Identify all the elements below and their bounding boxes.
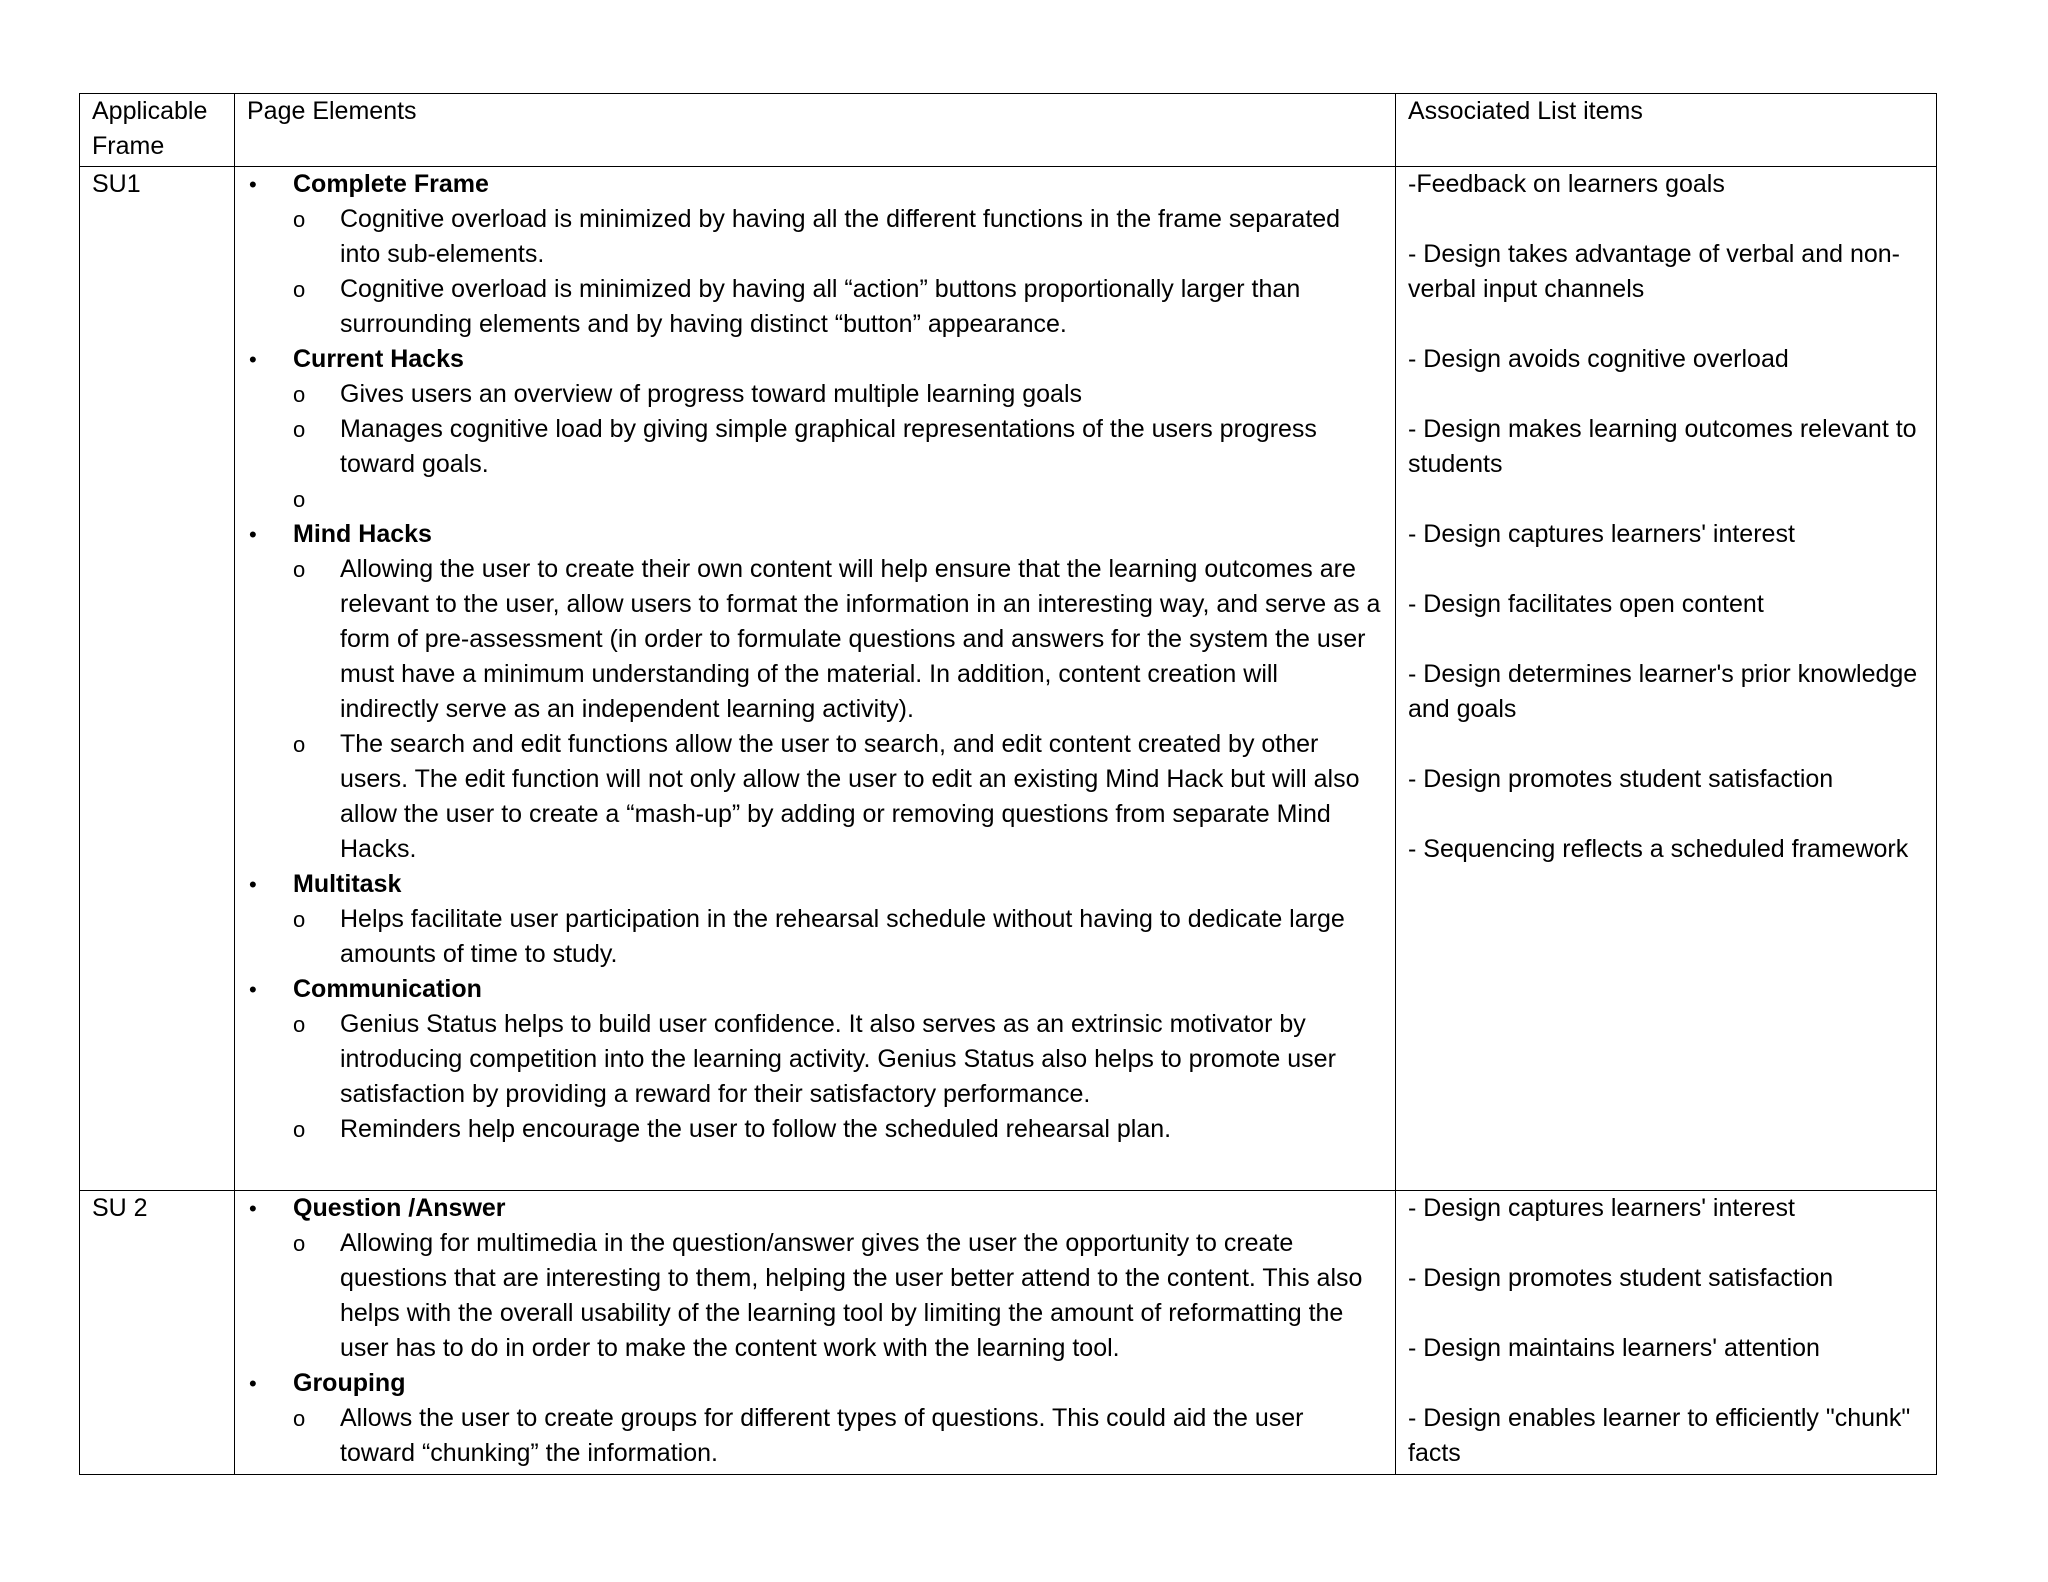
sub-item-text: Helps facilitate user participation in the rehearsal schedule without having to dedicate large amounts of time to study. — [340, 905, 1345, 968]
element-item — [247, 342, 1383, 517]
header-associated-list-items: Associated List items — [1396, 94, 1937, 167]
sub-item-text: The search and edit functions allow the user to search, and edit content created by other users. The edit function will not only allow the user to edit an existing Mind Hack but will also allow the user to create a “mash-up” by adding or removing questions from separate Mind Hacks. — [340, 730, 1360, 863]
sub-item — [293, 727, 1383, 867]
element-title: Grouping — [293, 1369, 406, 1397]
associated-list-cell — [1396, 1191, 1937, 1475]
bullet-icon: • — [249, 347, 257, 372]
sub-item-text: Reminders help encourage the user to follow the scheduled rehearsal plan. — [340, 1115, 1172, 1143]
element-item — [247, 1366, 1383, 1471]
bullet-icon: • — [249, 522, 257, 547]
sub-item — [293, 1226, 1383, 1366]
element-item — [247, 972, 1383, 1147]
page-elements-cell — [235, 1191, 1396, 1475]
sub-item — [293, 202, 1383, 272]
associated-item: - Design promotes student satisfaction — [1408, 765, 1834, 793]
sub-item-text: Genius Status helps to build user confidence. It also serves as an extrinsic motivator by introducing competition into the learning activity. Genius Status also helps to promote user satisfaction by providing a reward for their satisfactory performance. — [340, 1010, 1336, 1108]
circle-bullet-icon: o — [293, 417, 306, 442]
element-title: Multitask — [293, 870, 402, 898]
associated-item: - Sequencing reflects a scheduled framework — [1408, 835, 1909, 863]
bullet-icon: • — [249, 172, 257, 197]
associated-item: - Design facilitates open content — [1408, 590, 1764, 618]
sub-item — [293, 1401, 1383, 1471]
circle-bullet-icon: o — [293, 557, 306, 582]
associated-item: - Design captures learners' interest — [1408, 520, 1795, 548]
sub-item — [293, 1112, 1383, 1147]
page-elements-cell — [235, 167, 1396, 1191]
circle-bullet-icon: o — [293, 1406, 306, 1431]
sub-item-text: Manages cognitive load by giving simple graphical representations of the users progress toward goals. — [340, 415, 1317, 478]
circle-bullet-icon: o — [293, 207, 306, 232]
circle-bullet-icon: o — [293, 487, 306, 512]
associated-list — [1408, 1191, 1924, 1471]
circle-bullet-icon: o — [293, 1012, 306, 1037]
sub-item-text: Allowing for multimedia in the question/answer gives the user the opportunity to create questions that are interesting to them, helping the user better attend to the content. This also helps with the overall usability of the learning tool by limiting the amount of reformatting the user has to do in order to make the content work with the learning tool. — [340, 1229, 1363, 1362]
table-row — [80, 1191, 1937, 1475]
sub-item-text: Allowing the user to create their own content will help ensure that the learning outcomes are relevant to the user, allow users to format the information in an interesting way, and serve as a form of pre-assessment (in order to formulate questions and answers for the system the user must have a minimum understanding of the material. In addition, content creation will indirectly serve as an independent learning activity). — [340, 555, 1381, 723]
sub-item-text: Allows the user to create groups for different types of questions. This could aid the user toward “chunking” the information. — [340, 1404, 1304, 1467]
sub-item — [293, 412, 1383, 482]
associated-item: - Design promotes student satisfaction — [1408, 1264, 1834, 1292]
element-title: Complete Frame — [293, 170, 489, 198]
circle-bullet-icon: o — [293, 1117, 306, 1142]
associated-item: - Design avoids cognitive overload — [1408, 345, 1789, 373]
circle-bullet-icon: o — [293, 1231, 306, 1256]
header-page-elements: Page Elements — [235, 94, 1396, 167]
element-title: Mind Hacks — [293, 520, 432, 548]
circle-bullet-icon: o — [293, 732, 306, 757]
bullet-icon: • — [249, 1196, 257, 1221]
frame-cell: SU1 — [80, 167, 235, 1191]
table-header-row — [80, 94, 1937, 167]
element-item — [247, 867, 1383, 972]
page-elements-list — [247, 1191, 1383, 1471]
element-title: Question /Answer — [293, 1194, 506, 1222]
sub-item-empty — [293, 482, 1383, 517]
sub-item-text: Gives users an overview of progress toward multiple learning goals — [340, 380, 1083, 408]
sub-item — [293, 902, 1383, 972]
bullet-icon: • — [249, 977, 257, 1002]
associated-item: -Feedback on learners goals — [1408, 170, 1725, 198]
design-rationale-table — [79, 93, 1937, 1475]
associated-item: - Design takes advantage of verbal and non-verbal input channels — [1408, 240, 1900, 303]
sub-item — [293, 377, 1383, 412]
circle-bullet-icon: o — [293, 382, 306, 407]
sub-item — [293, 272, 1383, 342]
associated-item: - Design maintains learners' attention — [1408, 1334, 1820, 1362]
sub-item — [293, 1007, 1383, 1112]
associated-item: - Design enables learner to efficiently "chunk" facts — [1408, 1404, 1911, 1467]
circle-bullet-icon: o — [293, 277, 306, 302]
associated-item: - Design captures learners' interest — [1408, 1194, 1795, 1222]
page-elements-list — [247, 167, 1383, 1147]
circle-bullet-icon: o — [293, 907, 306, 932]
element-item — [247, 517, 1383, 867]
associated-item: - Design makes learning outcomes relevant to students — [1408, 415, 1917, 478]
element-item — [247, 167, 1383, 342]
sub-item — [293, 552, 1383, 727]
sub-item-text: Cognitive overload is minimized by having all the different functions in the frame separated into sub-elements. — [340, 205, 1341, 268]
bullet-icon: • — [249, 1371, 257, 1396]
bullet-icon: • — [249, 872, 257, 897]
associated-list — [1408, 167, 1924, 867]
element-title: Current Hacks — [293, 345, 464, 373]
element-title: Communication — [293, 975, 482, 1003]
frame-cell: SU 2 — [80, 1191, 235, 1475]
table-row — [80, 167, 1937, 1191]
associated-list-cell — [1396, 167, 1937, 1191]
associated-item: - Design determines learner's prior knowledge and goals — [1408, 660, 1918, 723]
element-item — [247, 1191, 1383, 1366]
sub-item-text: Cognitive overload is minimized by having all “action” buttons proportionally larger than surrounding elements and by having distinct “button” appearance. — [340, 275, 1301, 338]
header-applicable-frame: Applicable Frame — [80, 94, 235, 167]
